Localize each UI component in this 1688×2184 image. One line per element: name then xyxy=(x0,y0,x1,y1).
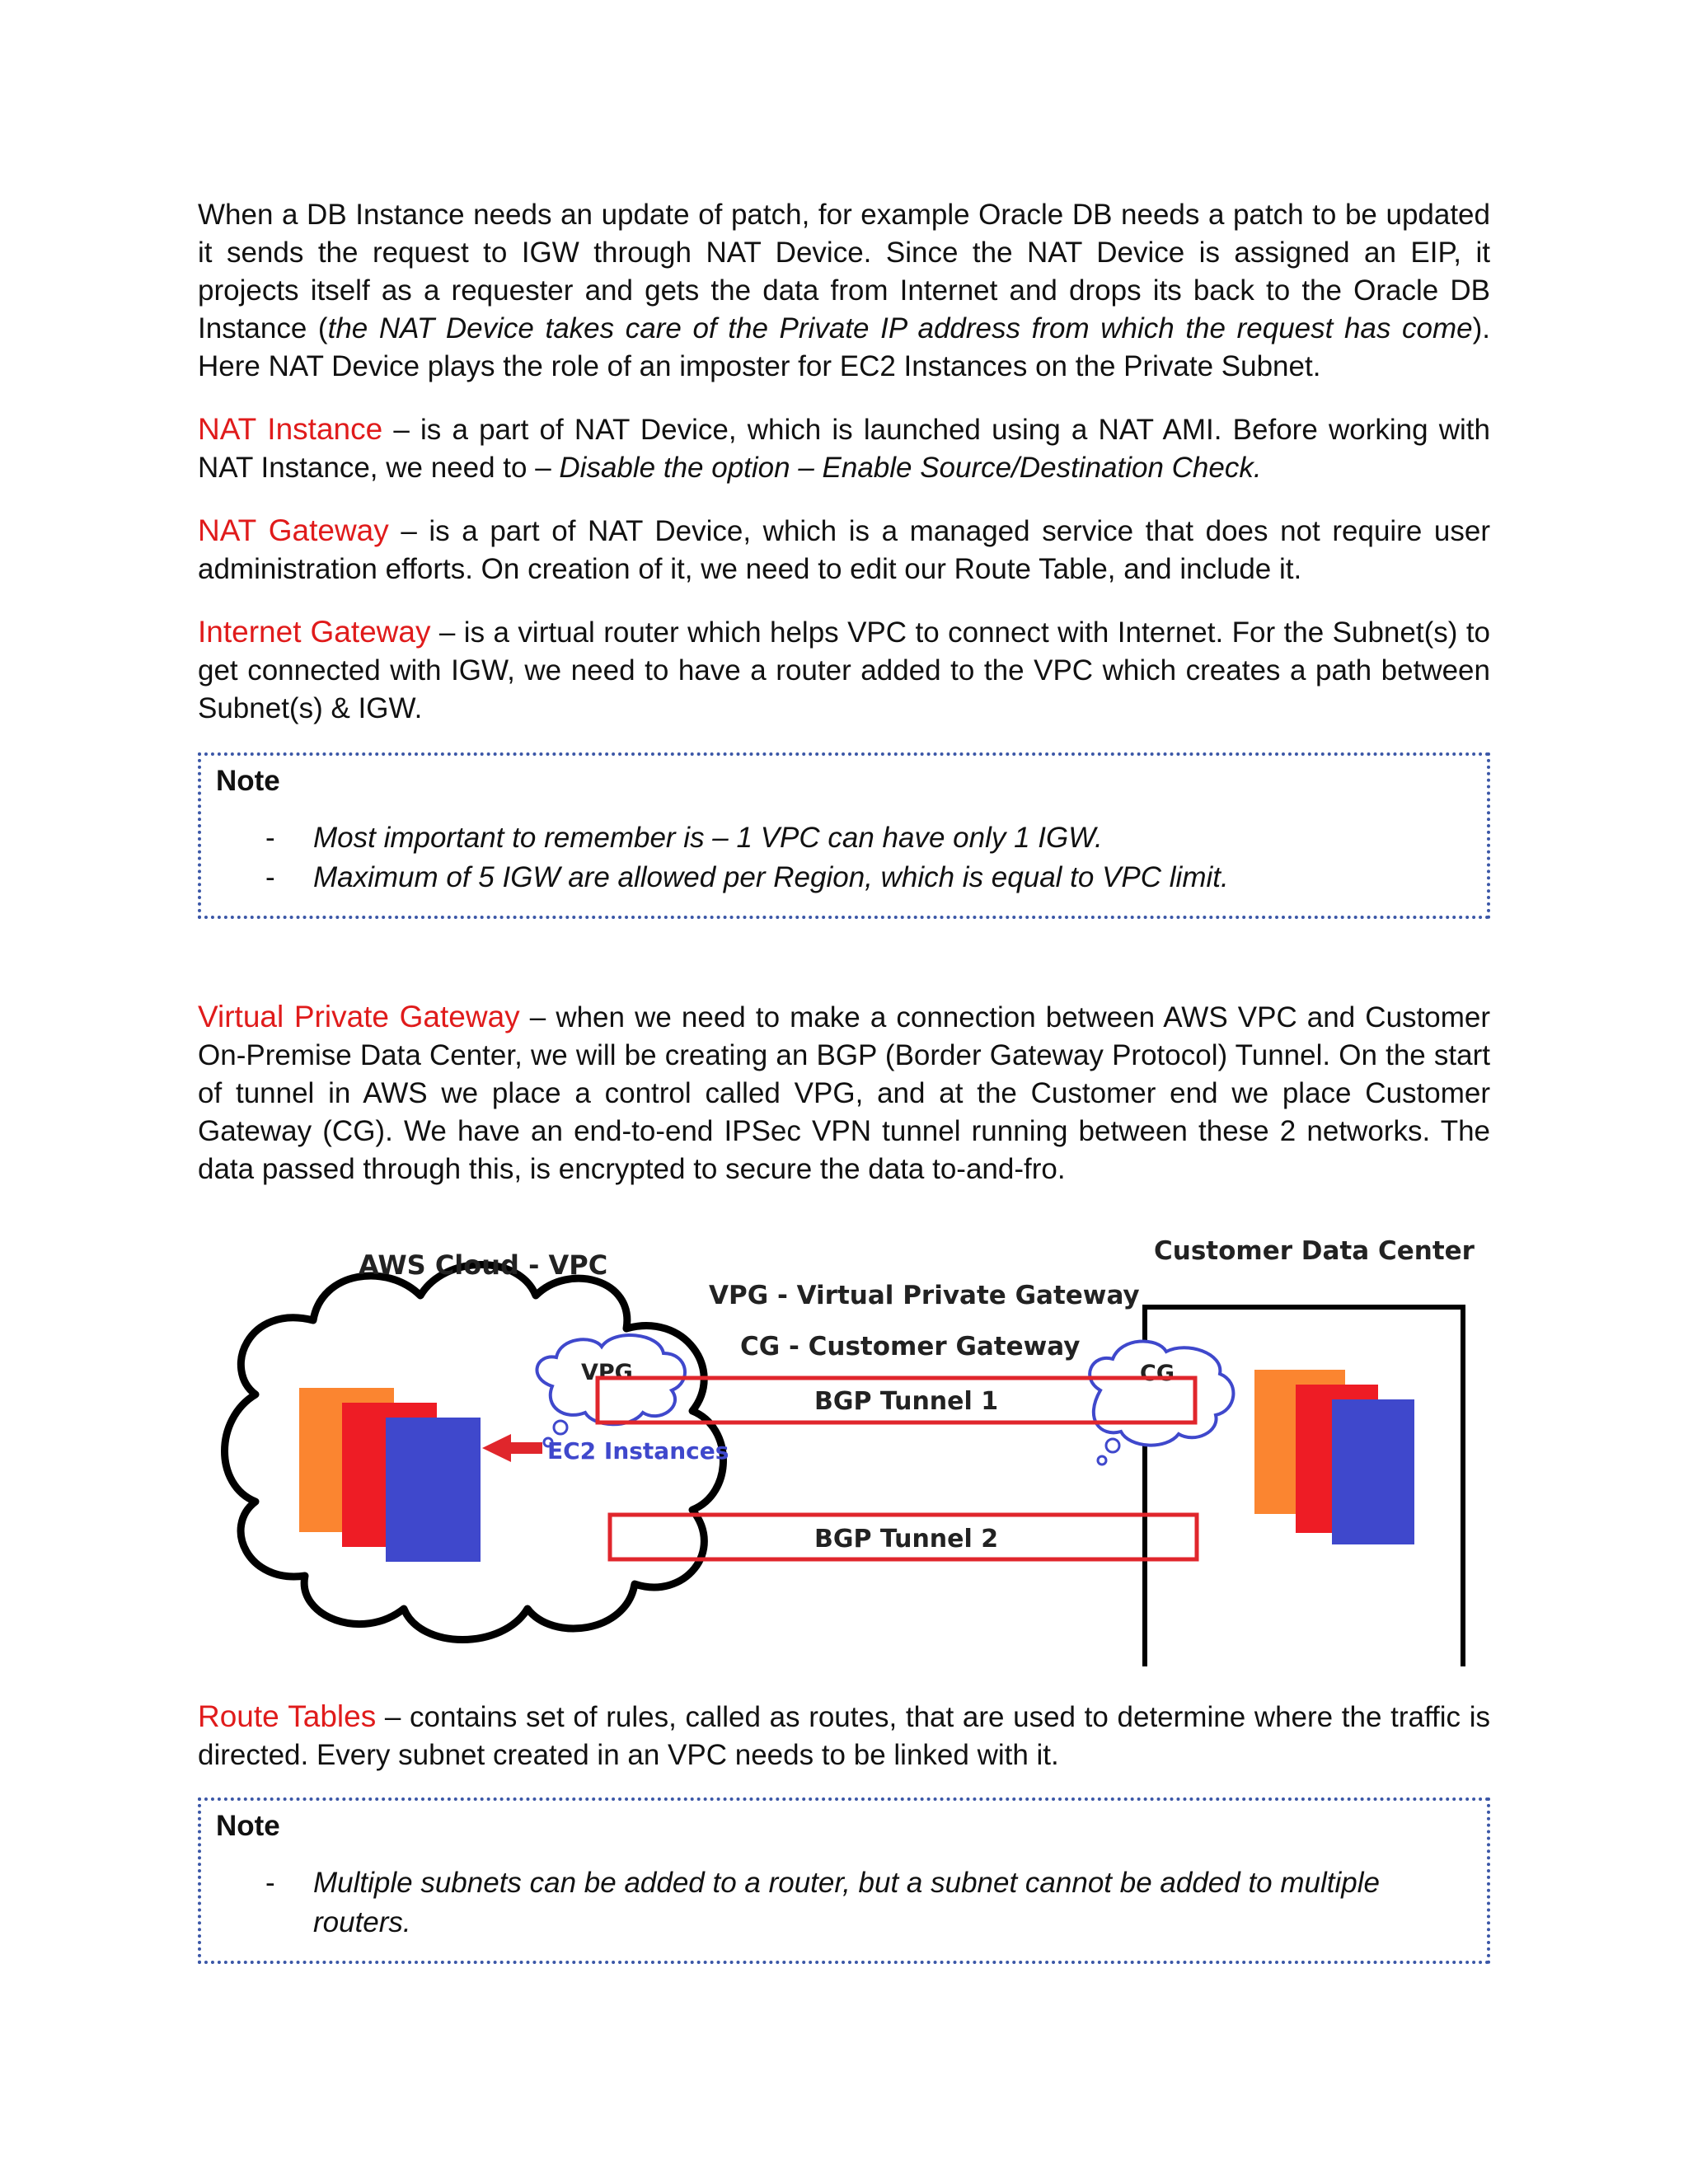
cg-label: CG xyxy=(1140,1361,1175,1386)
cg-square-blue xyxy=(1332,1399,1414,1544)
cg-bubble-icon xyxy=(1090,1341,1233,1445)
customer-data-center-label: Customer Data Center xyxy=(1154,1236,1475,1266)
ec2-arrow-icon xyxy=(482,1434,542,1462)
note-item-text: Maximum of 5 IGW are allowed per Region, which is equal to VPC limit. xyxy=(313,861,1229,893)
ec2-square-blue xyxy=(386,1418,481,1562)
vpg-bubble-dot xyxy=(554,1421,567,1434)
term-internet-gateway: Internet Gateway xyxy=(198,615,431,649)
ec2-instances-label: EC2 Instances xyxy=(547,1437,729,1465)
note-title: Note xyxy=(216,1810,280,1842)
paragraph-text: – is a virtual router which helps VPC to connect with Internet. For the Subnet(s) to get connected with IGW, we need to have a router added to the VPC which creates a path between Subnet(s) & IGW. xyxy=(198,616,1491,724)
cg-bubble-dot xyxy=(1098,1456,1106,1465)
paragraph-internet-gateway xyxy=(198,613,1490,728)
paragraph-text: – when we need to make a connection between AWS VPC and Customer On-Premise Data Center, we will be creating an BGP (Border Gateway Protocol) Tunnel. On the start of tunnel in AWS we place a control called VPG, and at the Customer end we place Customer Gateway (CG). We have an end-to-end IPSec VPN tunnel running between these 2 networks. The data passed through this, is encrypted to secure the data to-and-fro. xyxy=(198,1001,1490,1185)
list-dash: - xyxy=(265,861,275,893)
paragraph-text: – is a part of NAT Device, which is launched using a NAT AMI. Before working with NAT Instance, we need to – xyxy=(198,414,1490,484)
list-dash: - xyxy=(265,1867,275,1899)
note-item xyxy=(216,1863,1472,1943)
paragraph-nat-gateway xyxy=(198,512,1490,588)
note-item-text: Most important to remember is – 1 VPC can have only 1 IGW. xyxy=(313,822,1103,854)
cg-bubble-dot xyxy=(1106,1439,1119,1452)
list-dash: - xyxy=(265,822,275,854)
note-item xyxy=(216,818,1472,858)
term-virtual-private-gateway: Virtual Private Gateway xyxy=(198,1000,520,1033)
term-nat-gateway: NAT Gateway xyxy=(198,513,389,547)
bgp-tunnel-2-label: BGP Tunnel 2 xyxy=(814,1525,999,1554)
legend-vpg: VPG - Virtual Private Gateway xyxy=(709,1281,1140,1310)
paragraph-route-tables xyxy=(198,1698,1490,1774)
paragraph-italic: Disable the option – Enable Source/Destination Check. xyxy=(559,452,1262,484)
note-box-igw xyxy=(198,752,1490,919)
note-list xyxy=(216,818,1472,898)
paragraph-text: – is a part of NAT Device, which is a managed service that does not require user administration efforts. On creation of it, we need to edit our Route Table, and include it. xyxy=(198,515,1490,585)
note-item xyxy=(216,858,1472,898)
paragraph-text: ). Here NAT Device plays the role of an imposter for EC2 Instances on the Private Subnet. xyxy=(198,312,1490,382)
legend-cg: CG - Customer Gateway xyxy=(740,1332,1081,1361)
aws-cloud-label: AWS Cloud - VPC xyxy=(359,1249,608,1281)
paragraph-text: – contains set of rules, called as routes, that are used to determine where the traffic is directed. Every subnet created in an VPC needs to be linked with it. xyxy=(198,1701,1490,1771)
note-title: Note xyxy=(216,765,280,797)
paragraph-text: When a DB Instance needs an update of patch, for example Oracle DB needs a patch to be updated it sends the request to IGW through NAT Device. Since the NAT Device is assigned an EIP, it projects itself as a requester and gets the data from Internet and drops its back to the Oracle DB Instance ( xyxy=(198,199,1490,344)
paragraph-nat-instance xyxy=(198,410,1490,487)
paragraph-vpg xyxy=(198,998,1490,1188)
note-box-route-tables xyxy=(198,1797,1490,1964)
vpg-label: VPG xyxy=(581,1360,633,1385)
document-page xyxy=(198,196,1490,1964)
note-item-text: Multiple subnets can be added to a router, but a subnet cannot be added to multiple routers. xyxy=(313,1867,1380,1938)
note-list xyxy=(216,1863,1472,1943)
vpn-diagram xyxy=(198,1205,1490,1666)
term-route-tables: Route Tables xyxy=(198,1699,377,1733)
bgp-tunnel-1-label: BGP Tunnel 1 xyxy=(814,1387,999,1416)
paragraph-nat-device xyxy=(198,196,1490,386)
paragraph-italic: the NAT Device takes care of the Private IP address from which the request has come xyxy=(327,312,1473,344)
term-nat-instance: NAT Instance xyxy=(198,412,383,446)
